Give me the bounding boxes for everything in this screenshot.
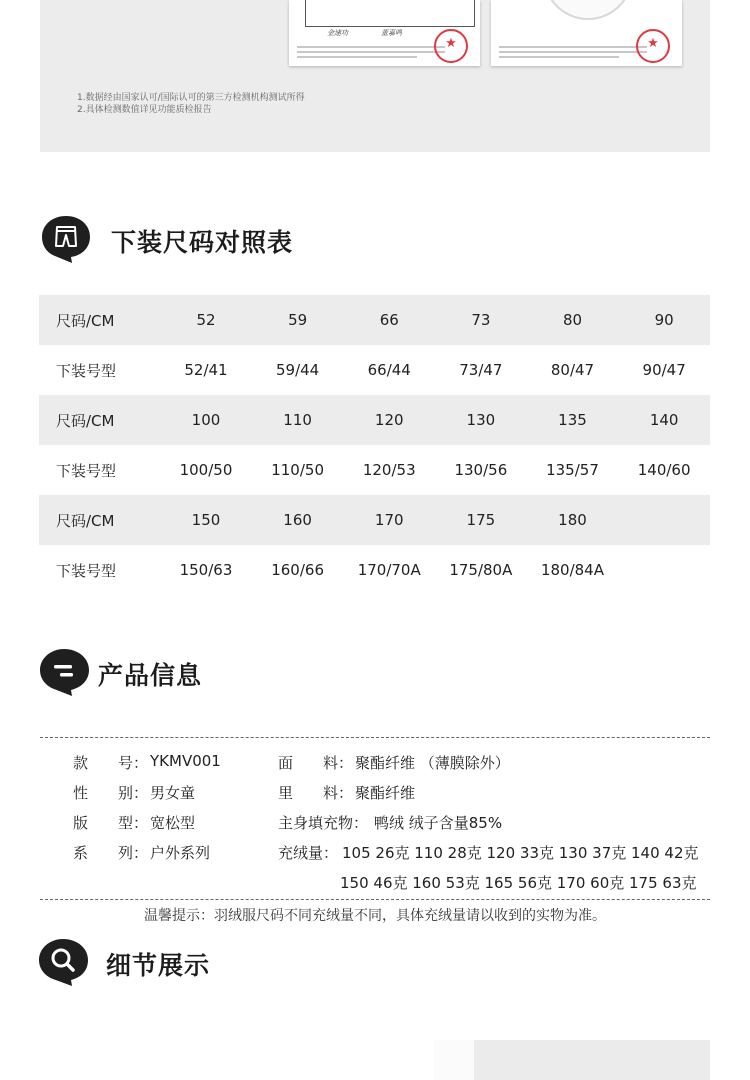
table-cell: 150/63	[179, 561, 233, 579]
table-cell: 140/60	[637, 461, 691, 479]
test-report-document-2	[491, 0, 682, 66]
table-cell: 160/66	[271, 561, 324, 579]
official-seal-icon: ★	[434, 29, 468, 63]
row-label: 下装号型	[56, 561, 117, 580]
table-cell: 100	[160, 395, 252, 445]
test-notes	[77, 92, 305, 116]
table-cell: 135/57	[546, 461, 599, 479]
signature-1: 金速功	[327, 29, 348, 37]
detail-title: 细节展示	[106, 951, 211, 980]
info-value-fill-weight-cont: 150 46克 160 53克 165 56克 170 60克 175 63克	[340, 874, 697, 892]
info-value-lining: 聚酯纤维	[355, 784, 416, 802]
size-table	[39, 295, 710, 595]
fine-print-line	[499, 56, 619, 58]
table-cell: 80/47	[550, 361, 595, 379]
fine-print-line	[499, 46, 647, 48]
detail-image	[474, 1040, 710, 1080]
table-cell: 150	[160, 495, 252, 545]
info-key: 款 号：	[73, 754, 149, 772]
test-note: 1.数据经由国家认可/国际认可的第三方检测机构测试所得	[77, 93, 305, 103]
row-label: 尺码/CM	[39, 295, 160, 345]
table-row	[39, 295, 710, 345]
table-cell: 170/70A	[357, 561, 421, 579]
info-key: 主身填充物：	[278, 814, 369, 832]
chat-lines-icon	[38, 646, 94, 698]
table-cell: 59/44	[275, 361, 320, 379]
fine-print-line	[297, 51, 445, 53]
row-label: 下装号型	[56, 361, 117, 380]
test-report-document-1	[289, 0, 480, 66]
product-info-title: 产品信息	[98, 661, 203, 690]
product-info-header	[38, 646, 298, 702]
size-chart-title: 下装尺码对照表	[111, 228, 294, 257]
row-label: 尺码/CM	[39, 395, 160, 445]
info-value-fill-weight: 105 26克 110 28克 120 33克 130 37克 140 42克	[342, 844, 699, 862]
table-cell: 66/44	[367, 361, 411, 379]
table-cell: 120/53	[362, 461, 416, 479]
fine-print-line	[499, 51, 647, 53]
table-cell: 110/50	[271, 461, 324, 479]
table-cell: 175	[435, 495, 527, 545]
info-value-style-no: YKMV001	[150, 752, 221, 770]
product-photo-circle	[543, 0, 633, 20]
table-cell: 66	[343, 295, 435, 345]
table-cell: 135	[527, 395, 619, 445]
table-row	[39, 445, 710, 495]
table-row	[39, 395, 710, 445]
info-key: 系 列：	[73, 844, 149, 862]
official-seal-icon: ★	[636, 29, 670, 63]
fine-print-line	[297, 56, 417, 58]
row-label: 下装号型	[56, 461, 117, 480]
info-value-shell: 聚酯纤维 （薄膜除外）	[355, 754, 510, 772]
test-note: 2.具体检测数值详见功能质检报告	[77, 105, 212, 115]
row-label: 尺码/CM	[39, 495, 160, 545]
table-cell: 175/80A	[449, 561, 513, 579]
table-cell: 140	[618, 395, 710, 445]
table-cell: 170	[343, 495, 435, 545]
table-cell: 110	[252, 395, 344, 445]
info-key: 充绒量：	[278, 844, 339, 862]
table-cell: 90	[618, 295, 710, 345]
report-table-frame	[305, 0, 475, 27]
table-cell: 160	[252, 495, 344, 545]
table-cell: 100/50	[179, 461, 233, 479]
table-cell	[618, 545, 710, 595]
table-cell: 52/41	[184, 361, 228, 379]
info-key: 面 料：	[278, 754, 354, 772]
table-cell: 73/47	[459, 361, 503, 379]
table-cell: 130	[435, 395, 527, 445]
table-row	[39, 545, 710, 595]
signature-2: 董嘉鸣	[381, 29, 402, 37]
table-cell: 59	[252, 295, 344, 345]
fine-print-line	[297, 46, 445, 48]
info-value-series: 户外系列	[150, 844, 211, 862]
detail-image-placeholder	[434, 1040, 474, 1080]
pants-icon	[38, 213, 94, 265]
table-cell	[618, 495, 710, 545]
table-cell: 180	[527, 495, 619, 545]
table-cell: 73	[435, 295, 527, 345]
info-value-gender: 男女童	[150, 784, 196, 802]
info-key: 里 料：	[278, 784, 354, 802]
size-chart-header	[38, 213, 358, 269]
fill-weight-tip: 温馨提示：羽绒服尺码不同充绒量不同，具体充绒量请以收到的实物为准。	[144, 908, 606, 924]
table-cell: 80	[527, 295, 619, 345]
table-cell: 120	[343, 395, 435, 445]
search-icon	[38, 936, 94, 988]
info-value-filling: 鸭绒 绒子含量85%	[374, 814, 503, 832]
certificate-panel	[40, 0, 710, 152]
info-key: 性 别：	[73, 784, 149, 802]
table-cell: 90/47	[642, 361, 686, 379]
detail-header	[38, 936, 278, 992]
info-key: 版 型：	[73, 814, 149, 832]
table-row	[39, 345, 710, 395]
table-cell: 130/56	[454, 461, 508, 479]
info-value-fit: 宽松型	[150, 814, 196, 832]
table-cell: 52	[160, 295, 252, 345]
table-cell: 180/84A	[540, 561, 604, 579]
table-row	[39, 495, 710, 545]
product-info-block	[40, 737, 710, 900]
